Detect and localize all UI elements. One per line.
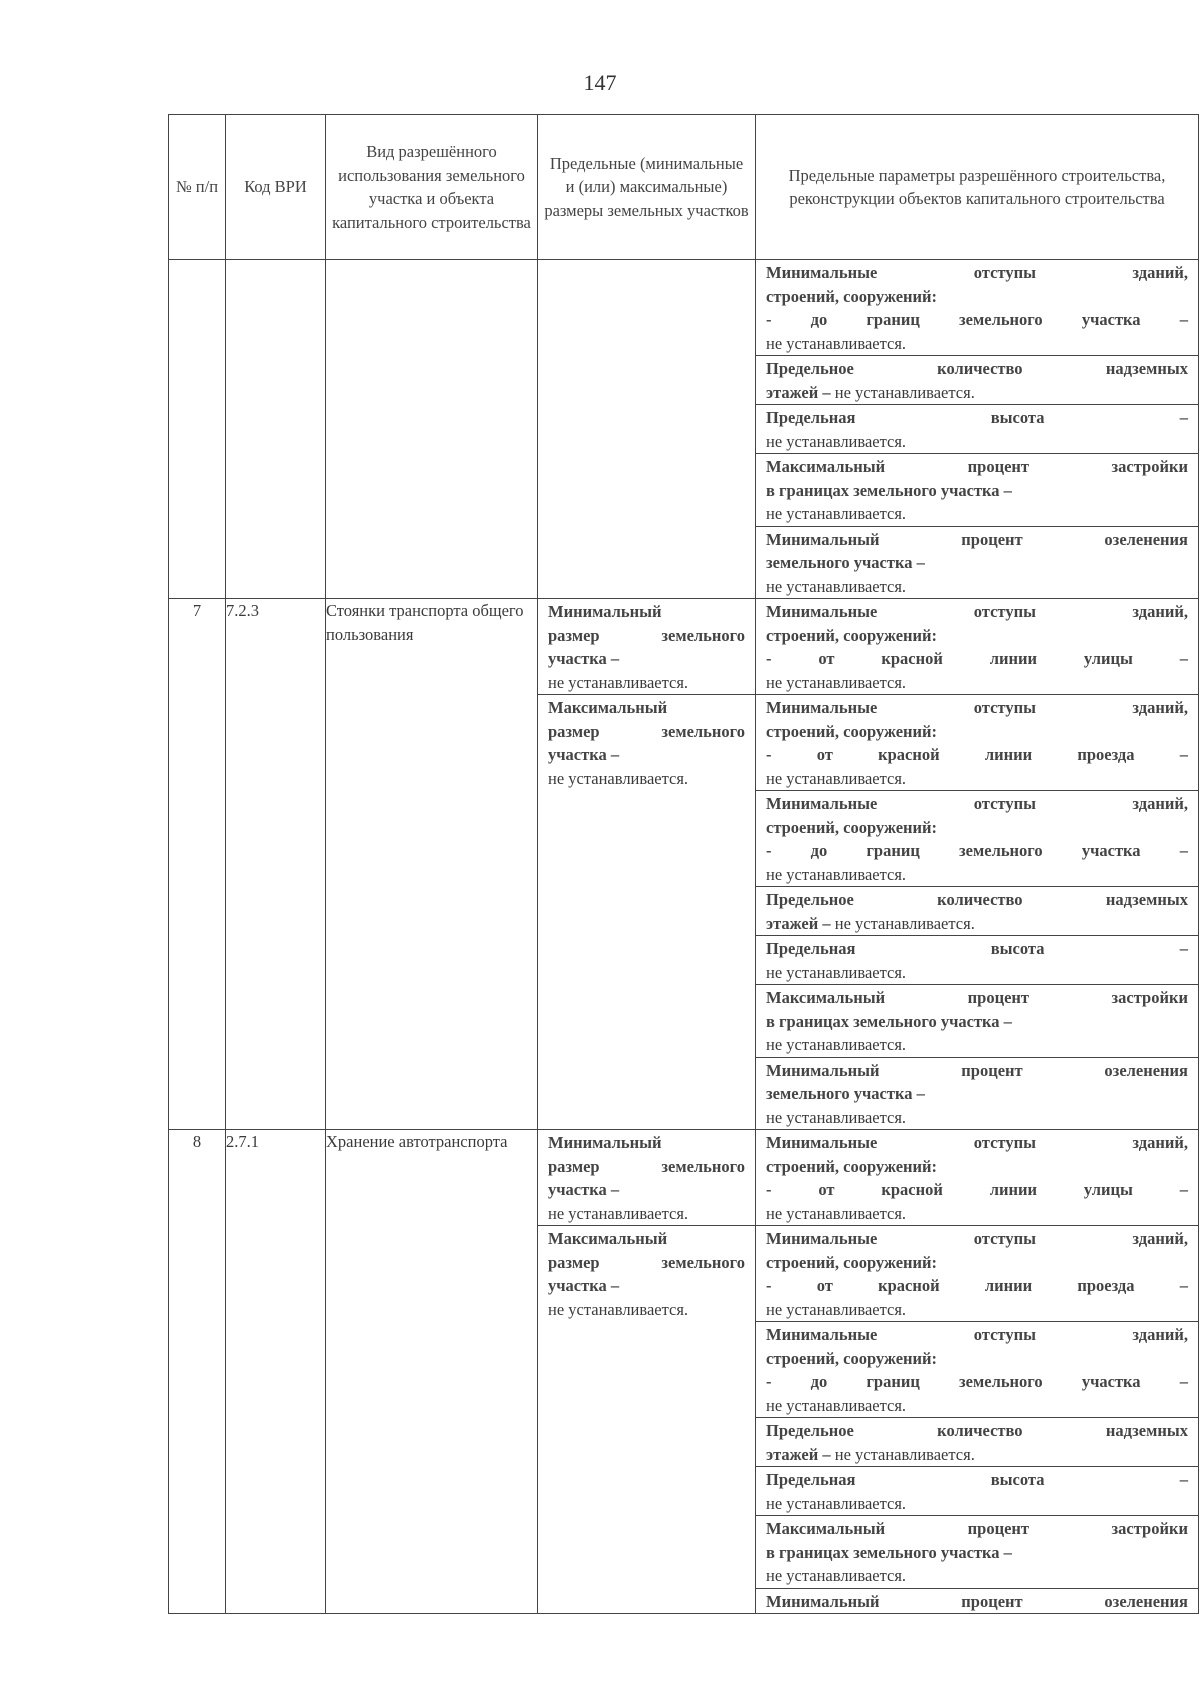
- construction-param: [756, 1058, 1198, 1130]
- plot-size-entry: [538, 695, 755, 790]
- param-value: не устанавливается.: [766, 1203, 907, 1223]
- param-value: не устанавливается.: [766, 1107, 907, 1127]
- param-line-bold: этажей –: [766, 1444, 831, 1464]
- param-value: не устанавливается.: [766, 1299, 907, 1319]
- param-line: строений, сооружений:: [766, 625, 938, 645]
- param-value: не устанавливается.: [766, 768, 907, 788]
- param-line: земельного участка –: [766, 553, 925, 572]
- construction-param: [756, 1322, 1198, 1418]
- param-value: не устанавливается.: [766, 504, 907, 523]
- plot-size-line: участка –: [548, 649, 620, 668]
- vri-code: [226, 260, 326, 599]
- construction-param: [756, 260, 1198, 356]
- construction-param: [756, 1516, 1198, 1589]
- param-line-bold: этажей –: [766, 382, 831, 402]
- plot-size-title: Минимальный: [548, 1133, 662, 1152]
- plot-size-entry: [538, 599, 755, 695]
- regulations-table: [168, 114, 1199, 1614]
- table-row: [169, 599, 1199, 1130]
- construction-params-cell: [756, 599, 1199, 1130]
- param-line: строений, сооружений:: [766, 1156, 938, 1176]
- header-num: № п/п: [169, 115, 226, 260]
- param-value: не устанавливается.: [766, 333, 907, 353]
- plot-size-line: размер земельного: [548, 1252, 745, 1272]
- plot-sizes-cell: [538, 599, 756, 1130]
- param-title: Минимальные отступы зданий,: [766, 602, 1188, 621]
- param-line: строений, сооружений:: [766, 1252, 938, 1272]
- param-line: в границах земельного участка –: [766, 480, 1012, 500]
- permitted-use: Хранение автотранспорта: [326, 1130, 538, 1614]
- param-line: строений, сооружений:: [766, 817, 938, 837]
- construction-param: [756, 936, 1198, 985]
- param-value: не устанавливается.: [766, 672, 907, 692]
- param-line: [766, 912, 1188, 936]
- construction-params-cell: [756, 1130, 1199, 1614]
- construction-param: [756, 1130, 1198, 1226]
- param-title: Предельное количество надземных: [766, 359, 1188, 378]
- vri-code: 2.7.1: [226, 1130, 326, 1614]
- plot-size-line: участка –: [548, 1180, 620, 1199]
- param-title: Минимальные отступы зданий,: [766, 794, 1188, 813]
- header-use: Вид разрешённого использования земельного участка и объекта капитального строительства: [326, 115, 538, 260]
- param-title: Максимальный процент застройки: [766, 1519, 1188, 1538]
- param-line: [766, 381, 1188, 405]
- param-value: не устанавливается.: [766, 962, 907, 982]
- construction-param: [756, 985, 1198, 1058]
- plot-size-entry: [538, 1226, 755, 1321]
- param-line-bold: этажей –: [766, 913, 831, 933]
- plot-sizes-cell: [538, 260, 756, 599]
- plot-size-value: не устанавливается.: [548, 672, 689, 692]
- param-value: не устанавливается.: [830, 1444, 975, 1464]
- permitted-use: Стоянки транспорта общего пользования: [326, 599, 538, 1130]
- param-title: Минимальные отступы зданий,: [766, 1325, 1188, 1344]
- param-line: - от красной линии проезда –: [766, 745, 1188, 764]
- plot-size-line: участка –: [548, 1276, 620, 1295]
- param-line: строений, сооружений:: [766, 286, 938, 306]
- plot-size-title: Минимальный: [548, 602, 662, 621]
- param-title: Максимальный процент застройки: [766, 988, 1188, 1007]
- construction-param: [756, 599, 1198, 695]
- plot-size-value: не устанавливается.: [548, 768, 689, 788]
- param-title: Минимальные отступы зданий,: [766, 1229, 1188, 1248]
- param-line: - до границ земельного участка –: [766, 310, 1188, 329]
- param-line: - от красной линии улицы –: [766, 1180, 1188, 1199]
- construction-param: [756, 405, 1198, 454]
- plot-size-line: размер земельного: [548, 721, 745, 741]
- construction-param: [756, 695, 1198, 791]
- param-title: Предельное количество надземных: [766, 1421, 1188, 1440]
- param-title: Минимальные отступы зданий,: [766, 263, 1188, 282]
- construction-param: [756, 1467, 1198, 1516]
- param-line: в границах земельного участка –: [766, 1011, 1012, 1031]
- table-header-row: [169, 115, 1199, 260]
- plot-size-line: размер земельного: [548, 625, 745, 645]
- plot-size-value: не устанавливается.: [548, 1299, 689, 1319]
- construction-param: [756, 887, 1198, 936]
- table-row: [169, 260, 1199, 599]
- param-value: не устанавливается.: [766, 1493, 907, 1513]
- plot-size-title: Максимальный: [548, 1229, 668, 1248]
- param-line: [766, 1443, 1188, 1467]
- construction-param: [756, 791, 1198, 887]
- construction-param: [756, 356, 1198, 405]
- row-number: 8: [169, 1130, 226, 1614]
- param-value: не устанавливается.: [766, 1566, 907, 1585]
- param-line: - до границ земельного участка –: [766, 1372, 1188, 1391]
- param-line: - до границ земельного участка –: [766, 841, 1188, 860]
- row-number: [169, 260, 226, 599]
- param-value: не устанавливается.: [766, 1035, 907, 1054]
- construction-params-cell: [756, 260, 1199, 599]
- param-line: строений, сооружений:: [766, 1348, 938, 1368]
- permitted-use: [326, 260, 538, 599]
- vri-code: 7.2.3: [226, 599, 326, 1130]
- row-number: 7: [169, 599, 226, 1130]
- param-line: строений, сооружений:: [766, 721, 938, 741]
- construction-param: [756, 1589, 1198, 1614]
- header-params: Предельные параметры разрешённого строительства, реконструкции объектов капитального строительства: [756, 115, 1199, 260]
- construction-param: [756, 1226, 1198, 1322]
- param-value: не устанавливается.: [766, 1395, 907, 1415]
- plot-size-value: не устанавливается.: [548, 1203, 689, 1223]
- param-title: Максимальный процент застройки: [766, 457, 1188, 476]
- param-title: Предельная высота –: [766, 408, 1188, 427]
- param-title: Минимальный процент озеленения: [766, 1591, 1188, 1611]
- param-title: Предельная высота –: [766, 1470, 1188, 1489]
- param-title: Предельная высота –: [766, 939, 1188, 958]
- param-title: Минимальный процент озеленения: [766, 529, 1188, 549]
- construction-param: [756, 454, 1198, 527]
- param-title: Предельное количество надземных: [766, 890, 1188, 909]
- plot-size-entry: [538, 1130, 755, 1226]
- plot-sizes-cell: [538, 1130, 756, 1614]
- construction-param: [756, 527, 1198, 599]
- table-row: [169, 1130, 1199, 1614]
- param-value: не устанавливается.: [830, 382, 975, 402]
- param-line: - от красной линии улицы –: [766, 649, 1188, 668]
- page-number: 147: [583, 70, 617, 95]
- table-body: [169, 260, 1199, 1614]
- construction-param: [756, 1418, 1198, 1467]
- header-code: Код ВРИ: [226, 115, 326, 260]
- param-value: не устанавливается.: [830, 913, 975, 933]
- param-value: не устанавливается.: [766, 576, 907, 596]
- plot-size-line: участка –: [548, 745, 620, 764]
- param-line: земельного участка –: [766, 1084, 925, 1103]
- param-title: Минимальные отступы зданий,: [766, 1133, 1188, 1152]
- plot-size-line: размер земельного: [548, 1156, 745, 1176]
- param-line: в границах земельного участка –: [766, 1542, 1012, 1562]
- header-sizes: Предельные (минимальные и (или) максимальные) размеры земельных участков: [538, 115, 756, 260]
- param-value: не устанавливается.: [766, 431, 907, 451]
- param-title: Минимальный процент озеленения: [766, 1060, 1188, 1080]
- param-line: - от красной линии проезда –: [766, 1276, 1188, 1295]
- param-value: не устанавливается.: [766, 864, 907, 884]
- plot-size-title: Максимальный: [548, 698, 668, 717]
- param-title: Минимальные отступы зданий,: [766, 698, 1188, 717]
